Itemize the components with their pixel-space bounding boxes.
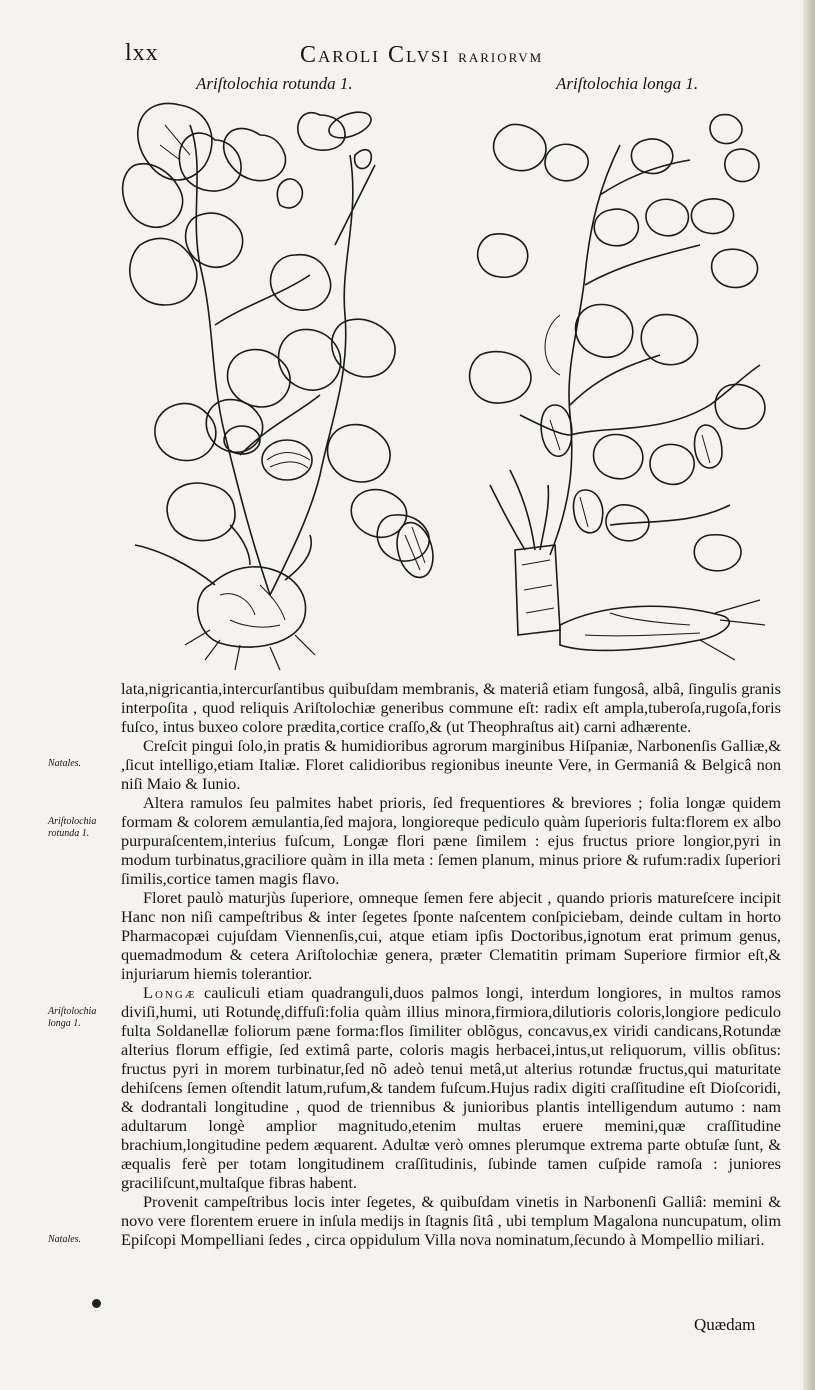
catchword: Quædam	[694, 1315, 756, 1334]
margin-note-natales-1: Natales.	[48, 758, 82, 769]
paragraph-flowering: Floret paulò maturjùs ſuperiore, omneque ſemen fere abjecit , quando prioris matureſcere incipit Hanc non niſi campeſtribus & inter ſegetes ſponte naſcentem conſpiciebam, deinde cultam in horto Pharmacopæi cujuſdam Viennenſis,cui, atque etiam ipſis Doctoribus,ignotum erat primum genus, quemadmodum & cetera Ariſtolochiæ genera, præter Clematitin primam Superiore firmior eſt,& injuriarum hiemis tolerantior.	[121, 888, 781, 983]
paragraph-longa	[121, 983, 781, 1192]
running-title-main: Caroli Clvsi	[300, 42, 451, 68]
running-title	[300, 42, 543, 69]
margin-note-natales-2: Natales.	[48, 1234, 82, 1245]
ink-blot	[92, 1299, 101, 1308]
paragraph-longa-text: cauliculi etiam quadranguli,duos palmos longi, interdum longiores, in multos ramos diviſi,humi, uti Rotundę,diffuſi:folia quàm illius minora,firmiora,dilutioris coloris,longiore pediculo fulta Soldanellæ foliorum pæne forma:flos ſimiliter oblõgus, concavus,ex viridi candicans,Rotundæ alterius florum effigie, ſed extimâ parte, coloris magis herbacei,intus,ut reliquorum, villis obſitus: fructus pyri in morem turbinatur,ſed nõ adeò tenui metâ,ut alterius rotundæ fructus,qui maturitate dehiſcens ſemen oſtendit latum,rufum,& tandem fuſcum.Hujus radix digiti craſſitudine eſt Dioſcoridi, & dodrantali longitudine , quod de triennibus & junioribus plantis intelligendum autumo : nam adultarum longè amplior magnitudo,etenim multas eruere memini,quæ craſſitudine brachium,longitudine pedem æquarent. Adultæ verò omnes plerumque extrema parte obtuſæ ſunt, & æqualis ferè per totam longitudinem craſſitudinis, ſubinde tamen cuſpide ramoſa : juniores graciliſcunt,multaſque fibras habent.	[121, 983, 781, 1192]
paragraph-description-end: lata,nigricantia,intercurſantibus quibuſdam membranis, & materiâ etiam fungosâ, albâ, ſingulis granis interpoſita , quod reliquis Ariſtolochiæ generibus commune eſt: radix eſt ampla,tuberoſa,rugoſa,foris fuſco, intus buxeo colore prædita,cortice craſſo,& (ut Theophraſtus ait) carni adhærente.	[121, 679, 781, 736]
margin-note-rotunda: Ariſtolochia rotunda 1.	[48, 816, 97, 839]
paragraph-rotunda-altera: Altera ramulos ſeu palmites habet prioris, ſed frequentiores & breviores ; folia longæ quidem formam & colorem æmulantia,ſed majora, longioreque pediculo quàm ſuperioris fulta:florem ex albo purpuraſcentem,interius fuſcum, Longæ flori pæne ſimilem : ejus fructus priore longior,pyri in modum turbinatus,graciliore quàm in illa meta : ſemen planum, minus priore & rufum:radix ſuperiori ſimilis,cortice tamen magis flavo.	[121, 793, 781, 888]
page-number: lxx	[125, 40, 159, 66]
page-edge-shadow	[803, 0, 815, 1390]
caption-left: Ariſtolochia rotunda 1.	[196, 74, 353, 93]
illustration-aristolochia-longa	[460, 105, 790, 670]
caption-right: Ariſtolochia longa 1.	[556, 74, 699, 93]
body-text	[121, 679, 781, 1249]
paragraph-habitat-longa: Provenit campeſtribus locis inter ſegetes, & quibuſdam vinetis in Narbonenſi Galliâ: memini & novo vere florentem eruere in inſula medijs in ſtagnis ſitâ , ubi templum Magalona nuncupatum, olim Epiſcopi Mompelliani ſedes , circa oppidulum Villa nova nominatum,ſecundo à Mompellio miliari.	[121, 1192, 781, 1249]
illustration-aristolochia-rotunda	[120, 95, 450, 680]
running-title-small: rariorvm	[458, 46, 544, 66]
margin-note-longa: Ariſtolochia longa 1.	[48, 1006, 97, 1029]
paragraph-longa-lead: Longæ	[143, 983, 197, 1002]
paragraph-habitat-rotunda: Creſcit pingui ſolo,in pratis & humidioribus agrorum marginibus Hiſpaniæ, Narbonenſis Galliæ,& ,ſicut intelligo,etiam Italiæ. Floret calidioribus regionibus ineunte Vere, in Germaniâ & Belgicâ non niſi Maio & Iunio.	[121, 736, 781, 793]
